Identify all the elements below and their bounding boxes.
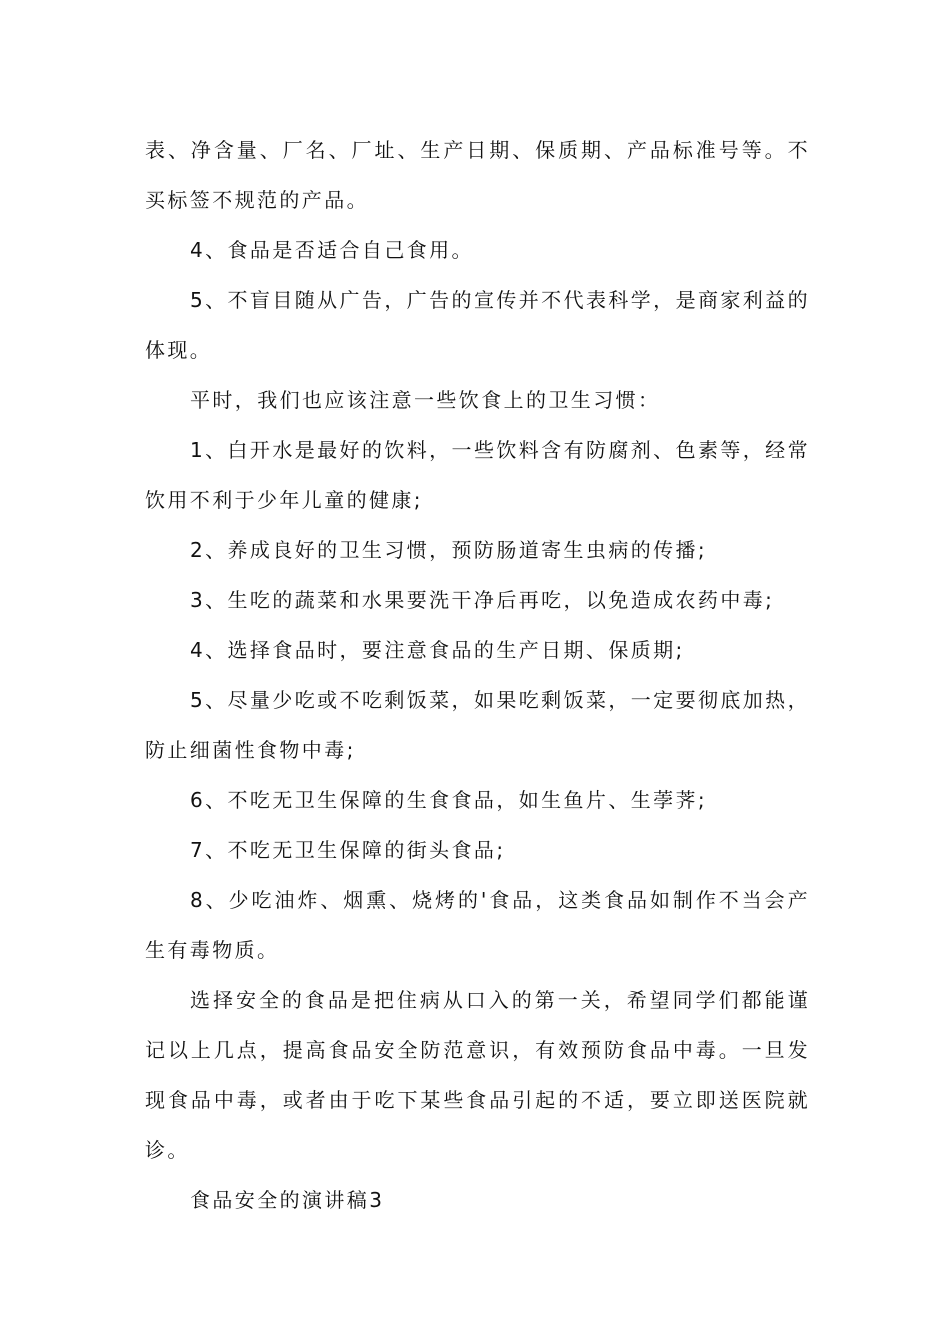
paragraph-habit-4: 4、选择食品时，要注意食品的生产日期、保质期; xyxy=(190,638,685,662)
paragraph-habit-3: 3、生吃的蔬菜和水果要洗干净后再吃，以免造成农药中毒; xyxy=(190,588,775,612)
paragraph-habit-2: 2、养成良好的卫生习惯，预防肠道寄生虫病的传播; xyxy=(190,538,708,562)
document-body xyxy=(145,125,810,1225)
paragraph-conclusion: 选择安全的食品是把住病从口入的第一关，希望同学们都能谨记以上几点，提高食品安全防范意识，有效预防食品中毒。一旦发现食品中毒，或者由于吃下某些食品引起的不适，要立即送医院就诊。 xyxy=(145,988,810,1162)
paragraph-item-5: 5、不盲目随从广告，广告的宣传并不代表科学，是商家利益的体现。 xyxy=(145,288,810,362)
paragraph-habit-7: 7、不吃无卫生保障的街头食品; xyxy=(190,838,506,862)
paragraph-habit-1: 1、白开水是最好的饮料，一些饮料含有防腐剂、色素等，经常饮用不利于少年儿童的健康; xyxy=(145,438,810,512)
paragraph-item-4: 4、食品是否适合自己食用。 xyxy=(190,238,474,262)
paragraph-label-requirements: 表、净含量、厂名、厂址、生产日期、保质期、产品标准号等。不买标签不规范的产品。 xyxy=(145,138,810,212)
paragraph-habit-6: 6、不吃无卫生保障的生食食品，如生鱼片、生荸荠; xyxy=(190,788,708,812)
section-heading: 食品安全的演讲稿3 xyxy=(190,1188,385,1212)
paragraph-hygiene-intro: 平时，我们也应该注意一些饮食上的卫生习惯： xyxy=(190,388,661,412)
paragraph-habit-5: 5、尽量少吃或不吃剩饭菜，如果吃剩饭菜，一定要彻底加热，防止细菌性食物中毒; xyxy=(145,688,810,762)
paragraph-habit-8: 8、少吃油炸、烟熏、烧烤的'食品，这类食品如制作不当会产生有毒物质。 xyxy=(145,888,810,962)
